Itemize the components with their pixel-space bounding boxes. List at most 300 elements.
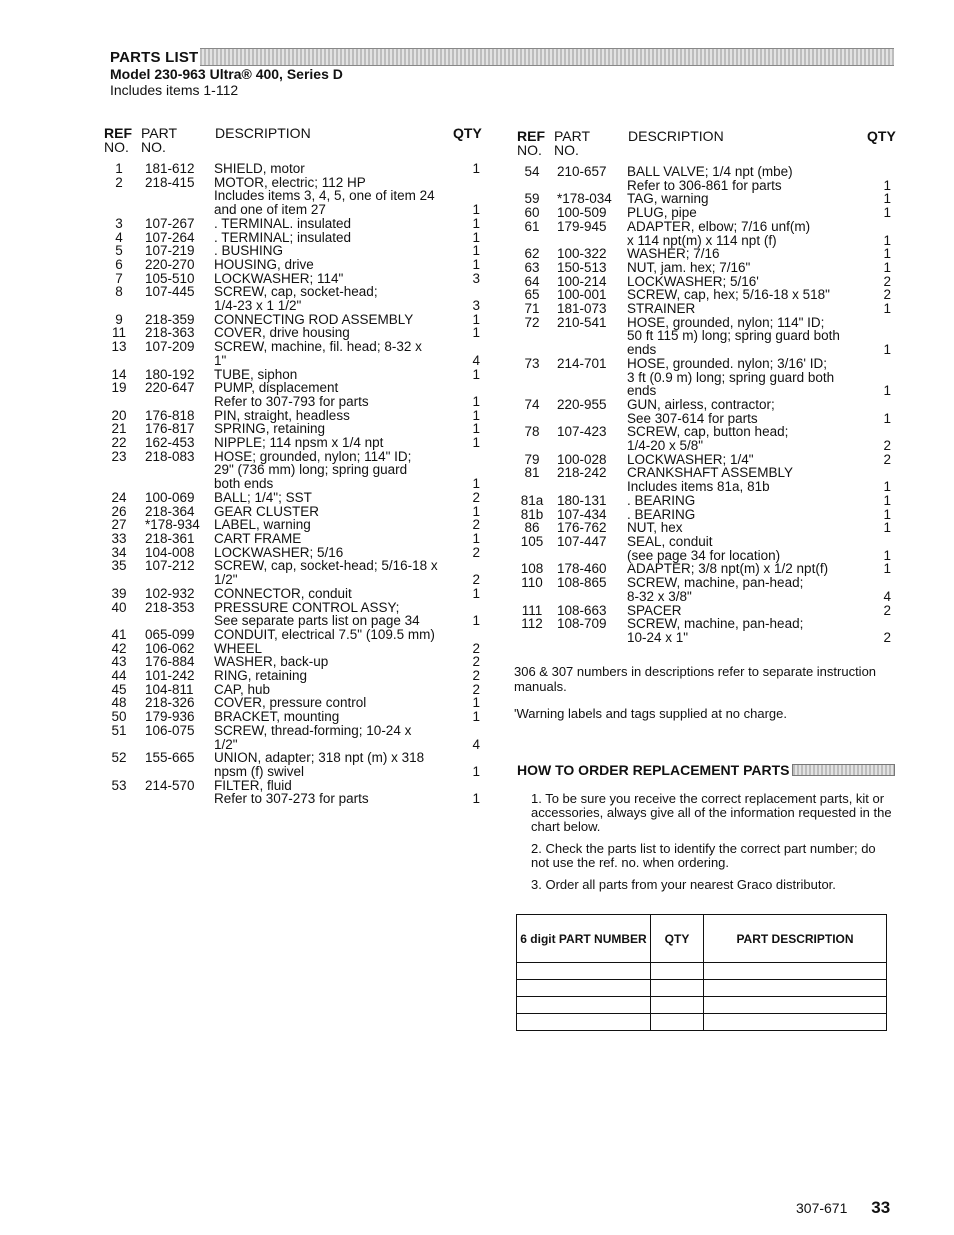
ref-number: 59 — [524, 191, 540, 207]
part-description: FILTER, fluid Refer to 307-273 for parts — [214, 777, 369, 807]
part-number: 214-701 — [557, 355, 607, 371]
parts-list-title: PARTS LIST — [110, 48, 199, 66]
description-cell[interactable] — [704, 1014, 887, 1031]
ref-number: 22 — [111, 435, 127, 451]
quantity: 1 — [883, 301, 891, 317]
ref-number: 6 — [115, 256, 123, 272]
order-form-row — [517, 963, 887, 980]
part-description: . TERMINAL; insulated — [214, 229, 352, 245]
quantity: 1 — [883, 177, 891, 193]
ref-number: 26 — [111, 503, 127, 519]
quantity: 1 — [472, 161, 480, 176]
ref-number: 7 — [115, 270, 123, 286]
includes-line: Includes items 1-112 — [110, 82, 239, 98]
ref-number: 4 — [115, 229, 123, 245]
ref-number: 81 — [524, 465, 540, 481]
part-description: . TERMINAL. insulated — [214, 215, 352, 231]
part-description: NIPPLE; 114 npsm x 1/4 npt — [214, 435, 384, 451]
part-number: 150-513 — [557, 259, 607, 275]
manuals-note: 306 & 307 numbers in descriptions refer to separate instruction manuals. — [514, 664, 877, 694]
ref-number: 8 — [115, 284, 123, 300]
table-row — [104, 258, 484, 272]
ref-number: 20 — [111, 407, 127, 423]
table-row — [104, 601, 484, 628]
table-row — [104, 272, 484, 286]
quantity: 2 — [883, 273, 891, 289]
quantity: 1 — [472, 366, 480, 382]
description-cell[interactable] — [704, 980, 887, 997]
title-rule — [792, 764, 896, 776]
order-step: 1. To be sure you receive the correct replacement parts, kit or accessories, always give all of the information requested in the chart below. — [531, 791, 892, 834]
ref-number: 63 — [524, 259, 540, 275]
description-cell[interactable] — [704, 997, 887, 1014]
quantity: 1 — [472, 229, 480, 245]
quantity: 1 — [472, 763, 480, 779]
quantity: 1 — [883, 410, 891, 426]
part-description: BALL; 1/4"; SST — [214, 489, 312, 505]
quantity: 1 — [472, 585, 480, 601]
table-row — [104, 532, 484, 546]
ref-number: 44 — [111, 668, 127, 684]
quantity: 1 — [472, 530, 480, 546]
table-row — [104, 450, 484, 491]
ref-number: 3 — [115, 215, 123, 231]
part-number: 107-447 — [557, 533, 607, 549]
how-to-order-title-bar — [517, 762, 895, 778]
quantity: 2 — [472, 544, 480, 560]
ref-number: 1 — [115, 161, 123, 176]
table-row — [517, 165, 897, 192]
quantity: 2 — [883, 287, 891, 303]
part-description: NUT, jam. hex; 7/16" — [627, 259, 751, 275]
quantity: 1 — [472, 476, 480, 492]
quantity: 1 — [472, 503, 480, 519]
ref-number: 19 — [111, 380, 127, 396]
part-number: 218-363 — [145, 325, 195, 341]
ref-number: 41 — [111, 626, 127, 642]
page-footer — [796, 1198, 890, 1218]
table-row — [104, 285, 484, 312]
table-row — [104, 162, 484, 176]
part-number: 218-359 — [145, 311, 195, 327]
ref-number: 86 — [524, 520, 540, 536]
ref-number: 112 — [521, 616, 543, 632]
ref-number: 2 — [115, 174, 123, 190]
table-row — [104, 244, 484, 258]
table-row — [104, 491, 484, 505]
description-header: DESCRIPTION — [215, 125, 311, 141]
quantity: 1 — [883, 547, 891, 563]
table-row — [517, 206, 897, 220]
qty-cell[interactable] — [651, 997, 704, 1014]
part-description: SCREW, machine, fil. head; 8-32 x 1" — [214, 339, 422, 368]
order-step: 3. Order all parts from your nearest Graco distributor. — [531, 877, 836, 892]
part-number: 176-884 — [145, 654, 195, 670]
part-description: SPACER — [627, 602, 682, 618]
ref-number: 48 — [111, 695, 127, 711]
table-row — [104, 696, 484, 710]
quantity: 1 — [472, 709, 480, 725]
part-number: 218-083 — [145, 448, 195, 464]
parts-rows-left — [104, 162, 484, 806]
table-row — [104, 518, 484, 532]
part-description: WASHER, back-up — [214, 654, 329, 670]
table-row — [517, 316, 897, 357]
part-description: SCREW, cap, hex; 5/16-18 x 518" — [627, 287, 830, 303]
table-row — [517, 220, 897, 247]
part-description: CART FRAME — [214, 530, 302, 546]
part-description: HOSE, grounded, nylon; 114" ID; 50 ft 115 m) long; spring guard both ends — [627, 314, 840, 358]
table-row — [104, 751, 484, 778]
quantity: 1 — [883, 561, 891, 577]
part-number-cell[interactable] — [517, 980, 651, 997]
table-row — [104, 655, 484, 669]
part-description: CAP, hub — [214, 681, 271, 697]
part-description: . BEARING — [627, 506, 696, 522]
quantity: 2 — [472, 572, 480, 588]
part-number-cell[interactable] — [517, 963, 651, 980]
part-description: SEAL, conduit (see page 34 for location) — [627, 533, 781, 563]
part-header: PART — [141, 125, 178, 141]
order-form-row — [517, 980, 887, 997]
table-row — [104, 409, 484, 423]
part-description: COVER, pressure control — [214, 695, 367, 711]
part-number: 107-434 — [557, 506, 607, 522]
qty-header: QTY — [867, 128, 896, 144]
quantity: 1 — [472, 311, 480, 327]
part-number: 220-955 — [557, 396, 607, 412]
part-number: 107-219 — [145, 243, 195, 259]
part-number: 220-270 — [145, 256, 195, 272]
part-description: BALL VALVE; 1/4 npt (mbe) Refer to 306-861 for parts — [627, 164, 793, 193]
part-number: 155-665 — [145, 750, 195, 766]
part-number: 176-762 — [557, 520, 607, 536]
part-description: RING, retaining — [214, 668, 308, 684]
table-row — [517, 247, 897, 261]
part-description: SCREW, machine, pan-head; 8-32 x 3/8" — [627, 575, 804, 604]
quantity: 1 — [883, 520, 891, 536]
table-row — [104, 381, 484, 408]
part-description: SCREW, thread-forming; 10-24 x 1/2" — [214, 722, 412, 752]
ref-number: 40 — [111, 599, 127, 615]
ref-number: 13 — [111, 339, 127, 355]
part-number: 100-001 — [557, 287, 607, 303]
how-to-order-section — [517, 762, 895, 900]
quantity: 1 — [472, 256, 480, 272]
qty-header: QTY — [651, 915, 704, 963]
order-form-header-row — [517, 915, 887, 963]
part-description: ADAPTER; 3/8 npt(m) x 1/2 npt(f) — [627, 561, 829, 577]
ref-number: 51 — [111, 722, 127, 738]
part-no-header: NO. — [141, 139, 166, 155]
ref-number: 105 — [520, 533, 544, 549]
table-row — [104, 642, 484, 656]
part-number: 181-612 — [145, 161, 195, 176]
table-row — [104, 669, 484, 683]
qty-header: QTY — [453, 125, 482, 141]
table-row — [517, 576, 897, 603]
quantity: 1 — [883, 479, 891, 495]
quantity: 2 — [883, 629, 891, 645]
part-description: PIN, straight, headless — [214, 407, 350, 423]
part-description: LOCKWASHER; 1/4" — [627, 451, 754, 467]
part-number: 106-062 — [145, 640, 195, 656]
part-description: HOUSING, drive — [214, 256, 314, 272]
table-row — [517, 494, 897, 508]
table-row — [517, 398, 897, 425]
table-row — [104, 710, 484, 724]
table-row — [104, 313, 484, 327]
column-header-right — [517, 129, 897, 165]
quantity: 2 — [472, 640, 480, 656]
table-row — [104, 628, 484, 642]
part-description: CONNECTING ROD ASSEMBLY — [214, 311, 414, 327]
order-form-table — [516, 914, 887, 1031]
ref-number: 111 — [521, 602, 543, 618]
table-row — [517, 261, 897, 275]
part-description: SHIELD, motor — [214, 161, 305, 176]
quantity: 1 — [472, 215, 480, 231]
part-number: 218-242 — [557, 465, 607, 481]
part-description: SCREW, machine, pan-head; 10-24 x 1" — [627, 616, 804, 645]
warning-note: 'Warning labels and tags supplied at no charge. — [514, 706, 788, 721]
part-number: 104-811 — [145, 681, 194, 697]
table-row — [517, 562, 897, 576]
part-number: 100-322 — [557, 246, 607, 262]
quantity: 1 — [472, 695, 480, 711]
ref-number: 52 — [111, 750, 127, 766]
order-steps — [517, 792, 895, 892]
quantity: 3 — [472, 270, 480, 286]
quantity: 2 — [472, 681, 480, 697]
part-description: TAG, warning — [627, 191, 709, 207]
quantity: 1 — [883, 246, 891, 262]
part-description: PRESSURE CONTROL ASSY; See separate parts list on page 34 — [214, 599, 420, 629]
part-number: 105-510 — [145, 270, 195, 286]
title-rule — [200, 48, 894, 66]
part-number: 179-936 — [145, 709, 195, 725]
part-description: SPRING, retaining — [214, 421, 326, 437]
ref-number: 61 — [524, 218, 540, 234]
part-number: 107-212 — [145, 558, 195, 574]
part-number: 107-445 — [145, 284, 195, 300]
part-no-header: NO. — [554, 142, 579, 158]
part-number: 210-657 — [557, 164, 607, 179]
part-number: 106-075 — [145, 722, 195, 738]
quantity: 1 — [472, 435, 480, 451]
ref-number: 34 — [111, 544, 127, 560]
table-row — [104, 546, 484, 560]
part-description: LOCKWASHER; 5/16 — [214, 544, 344, 560]
quantity: 2 — [883, 602, 891, 618]
part-description: NUT, hex — [627, 520, 683, 536]
table-row — [517, 275, 897, 289]
ref-number: 35 — [111, 558, 127, 574]
part-description: TUBE, siphon — [214, 366, 298, 382]
ref-number: 74 — [524, 396, 540, 412]
quantity: 4 — [472, 736, 480, 752]
part-number: *178-934 — [145, 517, 200, 533]
ref-number: 42 — [111, 640, 127, 656]
part-description: LABEL, warning — [214, 517, 311, 533]
part-number: 100-069 — [145, 489, 195, 505]
part-description: LOCKWASHER; 5/16' — [627, 273, 759, 289]
description-cell[interactable] — [704, 963, 887, 980]
part-number: 100-509 — [557, 205, 607, 221]
how-to-order-title: HOW TO ORDER REPLACEMENT PARTS — [517, 762, 790, 778]
table-row — [517, 302, 897, 316]
qty-cell[interactable] — [651, 963, 704, 980]
parts-column-right — [517, 129, 897, 645]
parts-column-left — [104, 126, 484, 806]
table-row — [104, 779, 484, 806]
part-number: 107-423 — [557, 424, 607, 440]
part-number: 176-817 — [145, 421, 195, 437]
table-row — [104, 559, 484, 586]
part-number: 162-453 — [145, 435, 195, 451]
part-description: CONDUIT, electrical 7.5" (109.5 mm) — [214, 626, 435, 642]
ref-number: 54 — [524, 164, 540, 179]
ref-header: REF — [104, 125, 132, 141]
quantity: 1 — [472, 325, 480, 341]
table-row — [517, 425, 897, 452]
part-description: BRACKET, mounting — [214, 709, 340, 725]
description-header: DESCRIPTION — [628, 128, 724, 144]
ref-number: 108 — [520, 561, 544, 577]
ref-number: 50 — [111, 709, 127, 725]
part-number: 210-541 — [557, 314, 607, 330]
quantity: 1 — [472, 791, 480, 807]
table-row — [104, 340, 484, 367]
part-header: PART — [554, 128, 591, 144]
part-number: 214-570 — [145, 777, 195, 793]
part-description: GEAR CLUSTER — [214, 503, 320, 519]
order-form-row — [517, 1014, 887, 1031]
qty-cell[interactable] — [651, 980, 704, 997]
part-description: . BEARING — [627, 492, 696, 508]
part-number: 218-415 — [145, 174, 195, 190]
table-row — [517, 466, 897, 493]
qty-cell[interactable] — [651, 1014, 704, 1031]
quantity: 2 — [472, 517, 480, 533]
part-number: 108-663 — [557, 602, 607, 618]
part-description: PLUG, pipe — [627, 205, 697, 221]
part-number: 107-209 — [145, 339, 195, 355]
table-row — [104, 231, 484, 245]
table-row — [104, 724, 484, 751]
part-number: 107-264 — [145, 229, 195, 245]
quantity: 3 — [472, 298, 480, 314]
model-line: Model 230-963 Ultra® 400, Series D — [110, 66, 343, 82]
table-row — [104, 505, 484, 519]
part-description: CRANKSHAFT ASSEMBLY Includes items 81a, 81b — [627, 465, 794, 495]
ref-number: 11 — [111, 325, 126, 341]
part-description: LOCKWASHER; 114" — [214, 270, 344, 286]
column-header-left — [104, 126, 484, 162]
ref-number: 23 — [111, 448, 127, 464]
part-number: 179-945 — [557, 218, 607, 234]
part-description: STRAINER — [627, 301, 696, 317]
ref-number: 45 — [111, 681, 127, 697]
part-description-header: PART DESCRIPTION — [704, 915, 887, 963]
part-number-header: 6 digit PART NUMBER — [517, 915, 651, 963]
part-description: . BUSHING — [214, 243, 284, 259]
table-row — [104, 217, 484, 231]
part-number: 108-865 — [557, 575, 607, 591]
part-number: 218-364 — [145, 503, 195, 519]
parts-rows-right — [517, 165, 897, 645]
ref-number: 110 — [521, 575, 543, 591]
table-row — [517, 192, 897, 206]
part-number: 218-353 — [145, 599, 195, 615]
ref-number: 81a — [520, 492, 544, 508]
part-description: CONNECTOR, conduit — [214, 585, 352, 601]
ref-no-header: NO. — [517, 142, 542, 158]
quantity: 1 — [883, 492, 891, 508]
part-description: MOTOR, electric; 112 HP Includes items 3, 4, 5, one of item 24 and one of item 27 — [214, 174, 435, 218]
table-row — [517, 357, 897, 398]
quantity: 1 — [883, 205, 891, 221]
part-description: SCREW, cap, socket-head; 1/4-23 x 1 1/2" — [214, 284, 378, 314]
table-row — [104, 587, 484, 601]
table-row — [517, 521, 897, 535]
quantity: 1 — [472, 243, 480, 259]
part-description: WHEEL — [214, 640, 263, 656]
part-number: 180-192 — [145, 366, 195, 382]
ref-number: 5 — [115, 243, 123, 259]
part-description: UNION, adapter; 318 npt (m) x 318 npsm (f) swivel — [214, 750, 425, 779]
part-description: HOSE; grounded, nylon; 114" ID; 29" (736 mm) long; spring guard both ends — [214, 448, 412, 492]
ref-number: 79 — [524, 451, 540, 467]
quantity: 2 — [472, 654, 480, 670]
ref-number: 72 — [524, 314, 540, 330]
ref-header: REF — [517, 128, 545, 144]
ref-number: 78 — [524, 424, 540, 440]
order-form-row — [517, 997, 887, 1014]
table-row — [104, 422, 484, 436]
part-description: ADAPTER, elbow; 7/16 unf(m) x 114 npt(m) x 114 npt (f) — [627, 218, 811, 248]
part-number: 178-460 — [557, 561, 607, 577]
parts-list-title-bar — [110, 48, 894, 66]
part-number-cell[interactable] — [517, 997, 651, 1014]
quantity: 1 — [472, 613, 480, 629]
ref-number: 73 — [524, 355, 540, 371]
table-row — [104, 683, 484, 697]
ref-number: 60 — [524, 205, 540, 221]
quantity: 1 — [883, 383, 891, 399]
document-number: 307-671 — [796, 1200, 848, 1216]
part-number: 180-131 — [557, 492, 607, 508]
quantity: 1 — [883, 342, 891, 358]
part-number-cell[interactable] — [517, 1014, 651, 1031]
quantity: 1 — [883, 232, 891, 248]
quantity: 1 — [472, 421, 480, 437]
part-number: 181-073 — [557, 301, 607, 317]
ref-number: 14 — [111, 366, 127, 382]
page-header — [110, 48, 894, 98]
part-number: 220-647 — [145, 380, 195, 396]
ref-number: 53 — [111, 777, 127, 793]
table-row — [517, 604, 897, 618]
table-row — [517, 617, 897, 644]
quantity: 2 — [883, 438, 891, 454]
part-number: *178-034 — [557, 191, 612, 207]
ref-no-header: NO. — [104, 139, 129, 155]
table-row — [104, 368, 484, 382]
ref-number: 33 — [111, 530, 127, 546]
table-row — [517, 288, 897, 302]
quantity: 1 — [472, 202, 480, 218]
